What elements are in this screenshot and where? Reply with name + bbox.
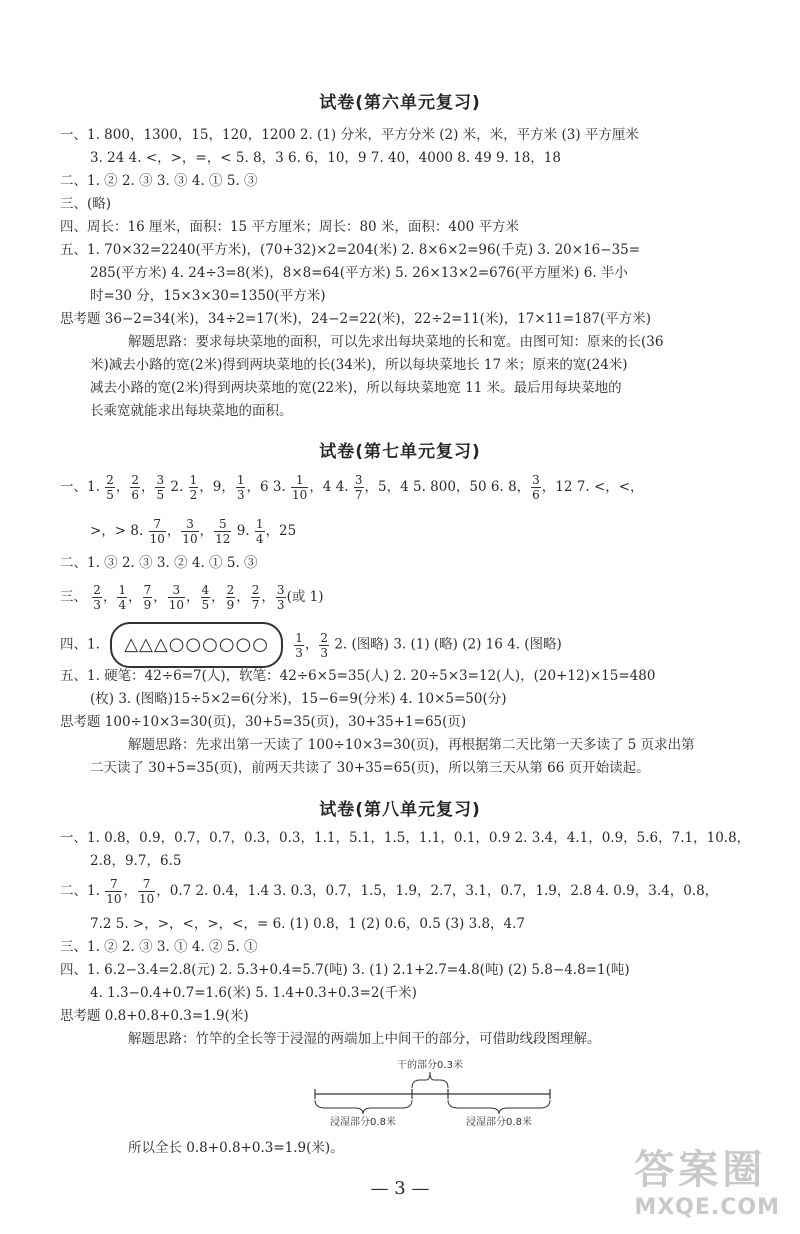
s8-l3-part: ，0.7 2. 0.4，1.4 3. 0.3，0.7，1.5，1.9，2.7，3.1，0.7，1.9，2.8 4. 0.9，3.4，0.8， [156, 883, 719, 899]
s7-l1-part: ，4 4. [309, 479, 349, 495]
s7-line-6: 五、1. 硬笔：42÷6=7(人)，软笔：42÷6×5=35(人) 2. 20÷5×3=12(人)，(20+12)×15=480 [60, 668, 656, 684]
s6-line-1: 一、1. 800，1300，15，120，1200 2. (1) 分米，平方分米 (2) 米，米，平方米 (3) 平方厘米 [60, 127, 639, 143]
fraction: $\frac{3}{5}$ [156, 473, 165, 502]
s8-line-10: 所以全长 0.8+0.8+0.3=1.9(米)。 [128, 1140, 344, 1156]
s6-line-4: 三、(略) [60, 196, 112, 212]
top-brace [412, 1072, 448, 1088]
fraction: $\frac{1}{3}$ [236, 473, 245, 502]
fraction: $\frac{5}{12}$ [215, 517, 231, 546]
s6-line-6: 五、1. 70×32=2240(平方米)，(70+32)×2=204(米) 2. 8×6×2=96(千克) 3. 20×16−35= [60, 242, 641, 258]
s7-line-4: 三、 $\frac{2}{3}$ ， $\frac{1}{4}$ ， $\frac{7}{9}$ ， $\frac{3}{10}$ ， $\frac{4}{5}$ ， $\frac{2}{9}$ ， $\frac{2}{7}$ ， $\frac{3}{3}$ (或 1) [60, 583, 324, 612]
left-brace [315, 1100, 412, 1114]
fraction: $\frac{3}{6}$ [532, 473, 540, 502]
s7-l1-part: 一、1. [60, 479, 100, 495]
section-7-title: 试卷(第七单元复习) [319, 442, 481, 462]
page-number: — 3 — [370, 1178, 430, 1199]
s7-line-7: (枚) 3. (图略)15÷5×2=6(分米)，15−6=9(分米) 4. 10×5=50(分) [90, 691, 507, 707]
s7-l4-part: (或 1) [286, 589, 324, 605]
s6-line-5: 四、周长：16 厘米，面积：15 平方厘米；周长：80 米，面积：400 平方米 [60, 219, 519, 235]
fraction: $\frac{1}{10}$ [292, 473, 308, 502]
diag-right-label: 浸湿部分0.8米 [466, 1117, 532, 1128]
s7-line-5: 四、1. △△△○○○○○○ $\frac{1}{3}$ ， $\frac{2}{3}$ 2. (图略) 3. (1) (略) (2) 16 4. (图略) [60, 622, 760, 668]
s8-line-6: 四、1. 6.2−3.4=2.8(元) 2. 5.3+0.4=5.7(吨) 3. (1) 2.1+2.7=4.8(吨) (2) 5.8−4.8=1(吨) [60, 962, 630, 978]
s7-line-8: 思考题 100÷10×3=30(页)，30+5=35(页)，30+35+1=65(页) [60, 714, 467, 730]
fraction: $\frac{1}{2}$ [189, 473, 198, 502]
s7-line-10: 二天读了 30+5=35(页)，前两天共读了 30+35=65(页)，所以第三天从第 66 页开始读起。 [90, 760, 650, 776]
fraction: $\frac{1}{4}$ [118, 583, 127, 612]
fraction: $\frac{3}{7}$ [354, 473, 363, 502]
s6-line-2: 3. 24 4. <，>，=，< 5. 8，3 6. 6，10，9 7. 40，4000 8. 49 9. 18，18 [90, 150, 561, 166]
shape-oval: △△△○○○○○○ [110, 622, 283, 668]
section-6-title: 试卷(第六单元复习) [319, 93, 481, 113]
s7-l4-part: 三、 [60, 589, 87, 605]
right-brace [448, 1100, 550, 1114]
s7-l2-part: ，25 [265, 523, 297, 539]
s6-line-3: 二、1. ② 2. ③ 3. ③ 4. ① 5. ③ [60, 173, 258, 189]
s6-line-7: 285(平方米) 4. 24÷3=8(米)，8×8=64(平方米) 5. 26×13×2=676(平方厘米) 6. 半小 [90, 265, 628, 281]
s7-line-9: 解题思路：先求出第一天读了 100÷10×3=30(页)，再根据第二天比第一天多读了 5 页求出第 [128, 737, 695, 753]
diag-top-label: 干的部分0.3米 [397, 1060, 463, 1071]
s7-l1-part: ，5，4 5. 800，50 6. 8， [364, 479, 531, 495]
s7-l5-part: 2. (图略) 3. (1) (略) (2) 16 4. (图略) [334, 636, 562, 653]
s8-line-1: 一、1. 0.8，0.9，0.7，0.7，0.3，0.3，1.1，5.1，1.5，1.1，0.1，0.9 2. 3.4，4.1，0.9，5.6，7.1，10.8， [60, 830, 751, 846]
fraction: $\frac{3}{3}$ [276, 583, 285, 612]
s7-l2-part: >，> 8. [90, 523, 144, 539]
fraction: $\frac{4}{5}$ [201, 583, 210, 612]
s6-line-10: 解题思路：要求每块菜地的面积，可以先求出每块菜地的长和宽。由图可知：原来的长(36 [128, 334, 664, 350]
s8-line-3: 二、1. $\frac{7}{10}$ ， $\frac{7}{10}$ ，0.7 2. 0.4，1.4 3. 0.3，0.7，1.5，1.9，2.7，3.1，0.7，1.9，2.8 4. 0.9，3.4，0.8， [60, 877, 719, 906]
fraction: $\frac{2}{6}$ [131, 473, 139, 502]
fraction: $\frac{1}{3}$ [295, 630, 303, 660]
s6-line-8: 时=30 分，15×3×30=1350(平方米) [90, 288, 326, 304]
s8-line-2: 2.8，9.7，6.5 [90, 853, 182, 869]
fraction: $\frac{7}{9}$ [143, 583, 152, 612]
fraction: $\frac{1}{4}$ [255, 517, 264, 546]
section-8-title: 试卷(第八单元复习) [319, 800, 481, 820]
s8-line-5: 三、1. ② 2. ③ 3. ① 4. ② 5. ① [60, 939, 258, 955]
s7-line-2: >，> 8. $\frac{7}{10}$ ， $\frac{3}{10}$ ， $\frac{5}{12}$ 9. $\frac{1}{4}$ ，25 [90, 517, 297, 546]
fraction: $\frac{3}{10}$ [182, 517, 198, 546]
s8-line-7: 4. 1.3−0.4+0.7=1.6(米) 5. 1.4+0.3+0.3=2(千米) [90, 985, 417, 1001]
fraction: $\frac{2}{9}$ [226, 583, 235, 612]
fraction: $\frac{2}{5}$ [106, 473, 114, 502]
segment-diagram [300, 1058, 560, 1128]
s6-line-12: 减去小路的宽(2米)得到两块菜地的宽(22米)，所以每块菜地宽 11 米。最后用每块菜地的 [90, 380, 622, 396]
s7-l1-part: ，6 3. [246, 479, 286, 495]
fraction: $\frac{7}{10}$ [149, 517, 165, 546]
s8-line-4: 7.2 5. >，>，<，>，<，= 6. (1) 0.8，1 (2) 0.6，0.5 (3) 3.8，4.7 [90, 916, 526, 932]
fraction: $\frac{2}{3}$ [320, 630, 329, 660]
s7-l1-part: ，12 7. <，<， [541, 479, 644, 495]
s7-l1-part: ，9， [199, 479, 235, 495]
s8-line-8: 思考题 0.8+0.8+0.3=1.9(米) [60, 1008, 249, 1024]
s7-l1-part: 2. [170, 479, 184, 495]
s7-line-1: 一、1. $\frac{2}{5}$ ， $\frac{2}{6}$ ， $\frac{3}{5}$ 2. $\frac{1}{2}$ ，9， $\frac{1}{3}$ ，6 3. $\frac{1}{10}$ ，4 4. $\frac{3}{7}$ ，5，4 5. 800，50 6. 8， $\frac{3}{6}$ ，12 7. <，<， [60, 473, 644, 502]
watermark [634, 1138, 780, 1220]
s7-l2-part: 9. [236, 523, 250, 539]
s8-l3-part: 二、1. [60, 883, 100, 899]
s6-line-9: 思考题 36−2=34(米)，34÷2=17(米)，24−2=22(米)，22÷2=11(米)，17×11=187(平方米) [60, 311, 651, 327]
fraction: $\frac{3}{10}$ [168, 583, 184, 612]
s7-line-3: 二、1. ③ 2. ③ 3. ② 4. ① 5. ③ [60, 555, 258, 571]
fraction: $\frac{7}{10}$ [138, 877, 155, 906]
fraction: $\frac{7}{10}$ [106, 877, 122, 906]
fraction: $\frac{2}{3}$ [93, 583, 101, 612]
s8-line-9: 解题思路：竹竿的全长等于浸湿的两端加上中间干的部分，可借助线段图理解。 [128, 1031, 601, 1047]
diag-left-label: 浸湿部分0.8米 [330, 1117, 396, 1128]
s7-l5-part: 四、1. [60, 636, 100, 653]
s6-line-13: 长乘宽就能求出每块菜地的面积。 [90, 403, 293, 419]
fraction: $\frac{2}{7}$ [251, 583, 260, 612]
watermark-url: MXQE.COM [634, 1195, 780, 1220]
watermark-logo: 答案圈 [634, 1147, 767, 1193]
s6-line-11: 米)减去小路的宽(2米)得到两块菜地的长(34米)，所以每块菜地长 17 米；原来的宽(24米) [90, 357, 628, 373]
